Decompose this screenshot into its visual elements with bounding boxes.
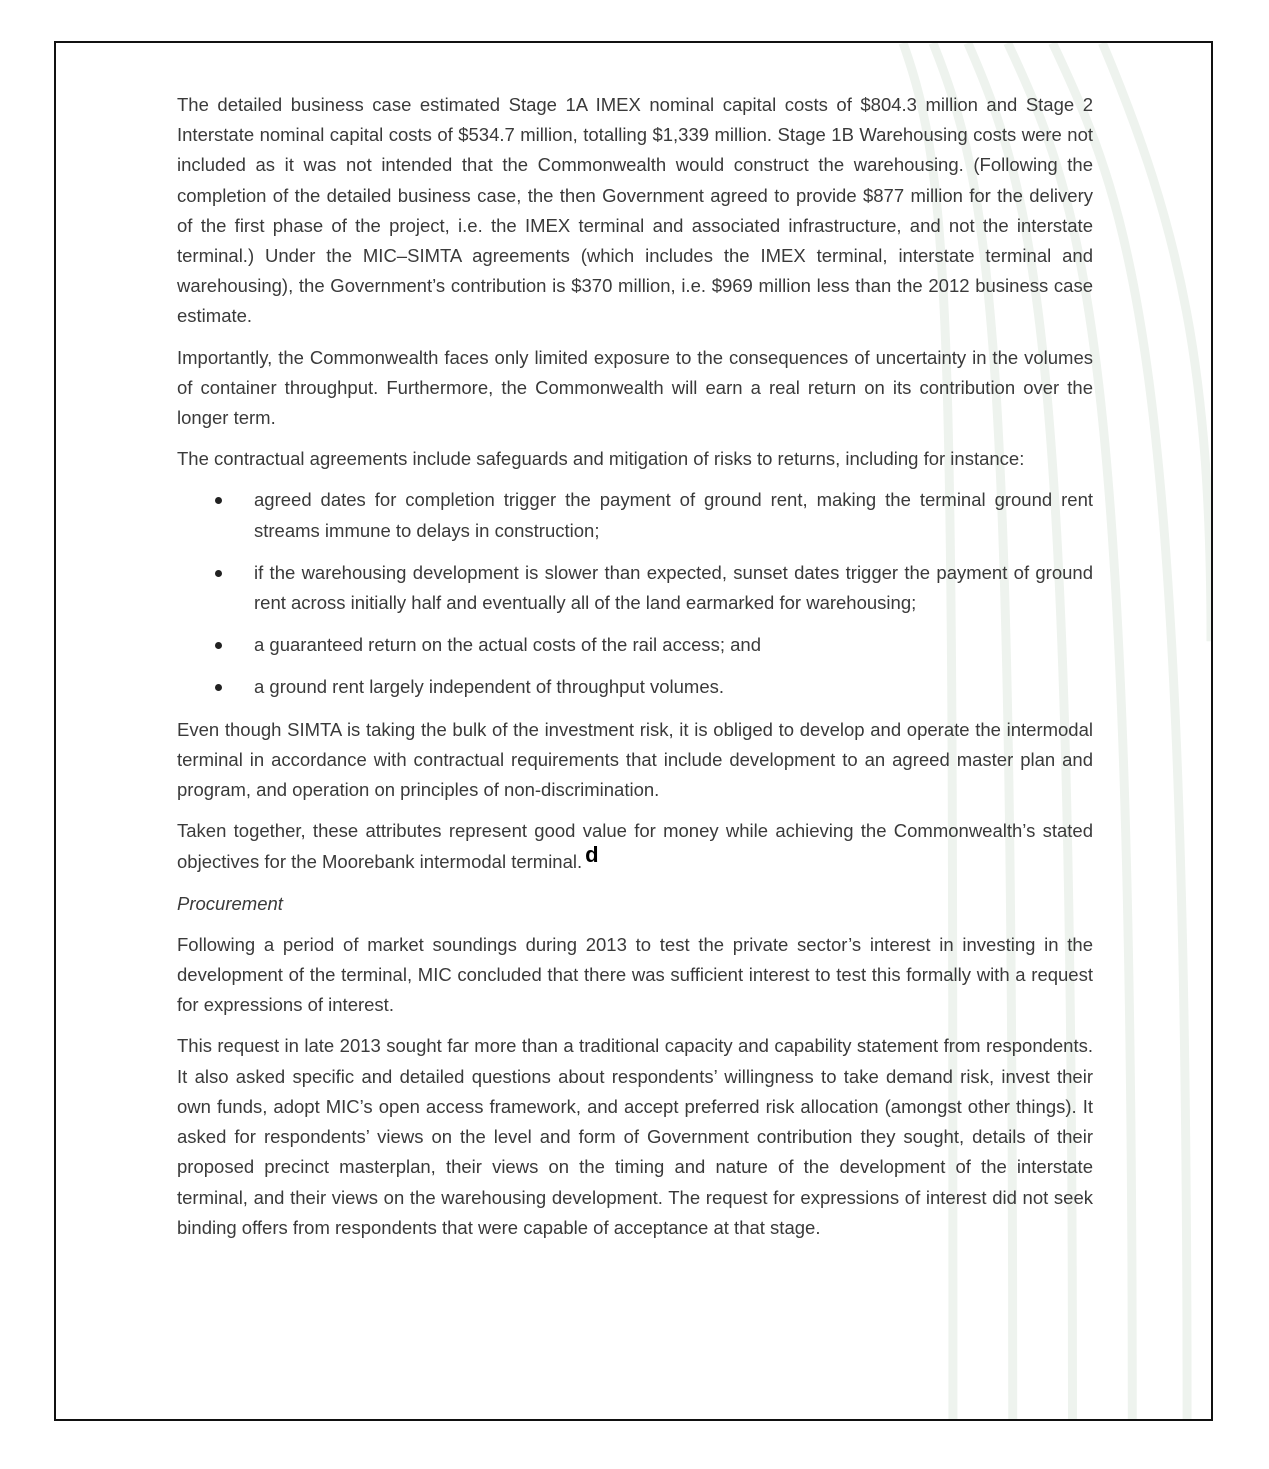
document-body	[177, 90, 1093, 1243]
list-item	[177, 630, 1093, 660]
list-item-text: a ground rent largely independent of throughput volumes.	[254, 676, 725, 698]
list-item	[177, 485, 1093, 545]
annotation-marker: d	[585, 842, 599, 868]
bullet-icon	[215, 642, 222, 649]
section-heading-procurement: Procurement	[177, 892, 283, 914]
paragraph-value-for-money	[177, 816, 1093, 877]
list-item	[177, 672, 1093, 702]
list-item-text: agreed dates for completion trigger the payment of ground rent, making the terminal ground rent streams immune to delays in construction;	[254, 489, 1093, 541]
paragraph-market-soundings: Following a period of market soundings during 2013 to test the private sector’s interest in investing in the development of the terminal, MIC concluded that there was sufficient interest to test this formally with a request for expressions of interest.	[177, 933, 1093, 1016]
paragraph-limited-exposure: Importantly, the Commonwealth faces only limited exposure to the consequences of uncertainty in the volumes of container throughput. Furthermore, the Commonwealth will earn a real return on its contribution over the longer term.	[177, 346, 1093, 429]
list-item	[177, 558, 1093, 618]
bullet-icon	[215, 497, 222, 504]
paragraph-simta-obligations: Even though SIMTA is taking the bulk of the investment risk, it is obliged to develop and operate the intermodal terminal in accordance with contractual requirements that include development to an agreed master plan and program, and operation on principles of non-discrimination.	[177, 718, 1093, 801]
bullet-icon	[215, 570, 222, 577]
bullet-icon	[215, 684, 222, 691]
paragraph-contractual-agreements: The contractual agreements include safeguards and mitigation of risks to returns, including for instance:	[177, 448, 1025, 470]
paragraph-business-case: The detailed business case estimated Stage 1A IMEX nominal capital costs of $804.3 million and Stage 2 Interstate nominal capital costs of $534.7 million, totalling $1,339 million. Stage 1B Warehousing costs were not included as it was not intended that the Commonwealth would construct the warehousing. (Following the completion of the detailed business case, the then Government agreed to provide $877 million for the delivery of the first phase of the project, i.e. the IMEX terminal and associated infrastructure, and not the interstate terminal.) Under the MIC–SIMTA agreements (which includes the IMEX terminal, interstate terminal and warehousing), the Government’s contribution is $370 million, i.e. $969 million less than the 2012 business case estimate.	[177, 94, 1093, 327]
paragraph-expressions-of-interest: This request in late 2013 sought far more than a traditional capacity and capability statement from respondents. It also asked specific and detailed questions about respondents’ willingness to take demand risk, invest their own funds, adopt MIC’s open access framework, and accept preferred risk allocation (amongst other things). It asked for respondents’ views on the level and form of Government contribution they sought, details of their proposed precinct masterplan, their views on the timing and nature of the development of the interstate terminal, and their views on the warehousing development. The request for expressions of interest did not seek binding offers from respondents that were capable of acceptance at that stage.	[177, 1035, 1093, 1238]
value-for-money-text: Taken together, these attributes represent good value for money while achieving the Commonwealth’s stated objectives for the Moorebank intermodal terminal.	[177, 820, 1093, 873]
safeguards-list	[177, 485, 1093, 702]
document-page	[54, 41, 1213, 1421]
list-item-text: a guaranteed return on the actual costs of the rail access; and	[254, 634, 762, 656]
list-item-text: if the warehousing development is slower than expected, sunset dates trigger the payment of ground rent across initially half and eventually all of the land earmarked for warehousing;	[254, 561, 1093, 614]
